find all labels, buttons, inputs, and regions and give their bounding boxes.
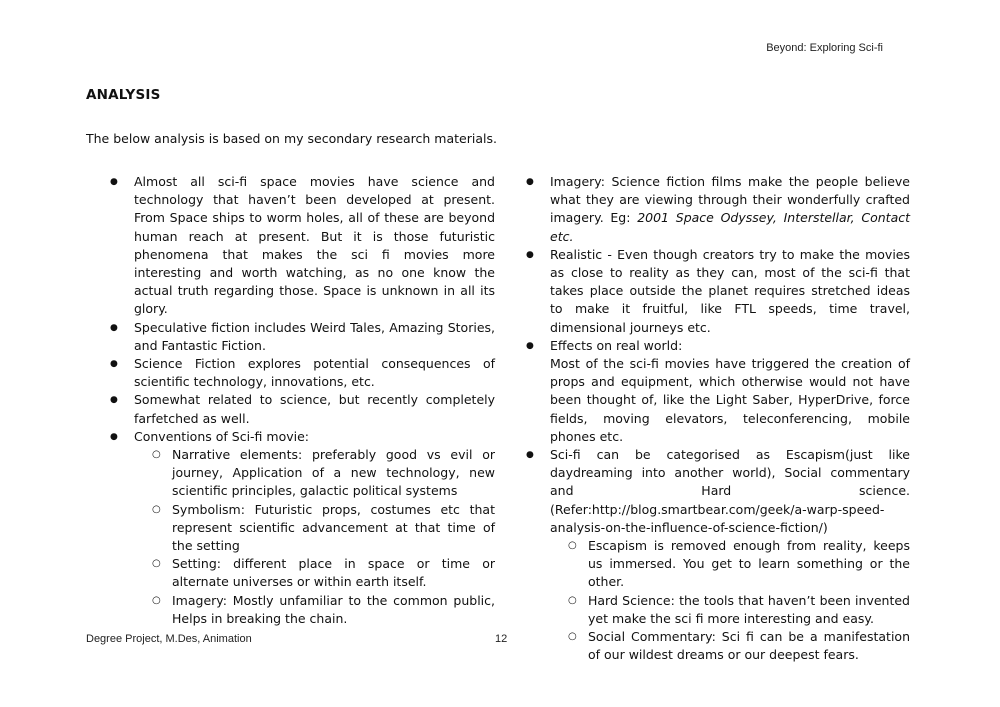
right-bullet-list <box>526 173 910 537</box>
running-header: Beyond: Exploring Sci-fi <box>766 42 883 54</box>
list-item-categories: ● Sci-fi can be categorised as Escapism(just like daydreaming into another world), Social commentary and Hard science. (Refer:http://blog.smartbear.com/geek/a-warp-speed-analysis-on-the-influence-of-science-fiction/) <box>526 446 910 537</box>
list-item-imagery <box>526 173 910 246</box>
effects-heading: ● Effects on real world: <box>550 337 683 353</box>
imagery-text: Imagery: Science fiction films make the people believe what they are viewing through their wonderfully crafted imagery. Eg: <box>550 174 910 226</box>
sub-list-item: ○ Symbolism: Futuristic props, costumes etc that represent scientific advancement at that time of the setting <box>152 501 495 556</box>
sub-list-item: ○ Imagery: Mostly unfamiliar to the common public, Helps in breaking the chain. <box>152 592 495 628</box>
list-item: ● Speculative fiction includes Weird Tales, Amazing Stories, and Fantastic Fiction. <box>110 319 495 355</box>
list-item-realistic: ● Realistic - Even though creators try to make the movies as close to reality as they can, most of the sci-fi that takes place outside the planet requires stretched ideas to make it fruitful, like FTL speeds, time travel, dimensional journeys etc. <box>526 246 910 337</box>
sub-list-item: ○ Social Commentary: Sci fi can be a manifestation of our wildest dreams or our deepest fears. <box>568 628 910 664</box>
effects-body: Most of the sci-fi movies have triggered the creation of props and equipment, which otherwise would not have been thought of, like the Light Saber, HyperDrive, force fields, moving elevators, teleconferencing, mobile phones etc. <box>550 356 910 444</box>
conventions-sublist <box>110 446 495 628</box>
imagery-examples: 2001 Space Odyssey, Interstellar, Contact etc. <box>550 210 911 244</box>
right-column <box>526 173 910 664</box>
left-column <box>110 173 495 628</box>
intro-paragraph: The below analysis is based on my secondary research materials. <box>86 131 497 146</box>
categories-sublist <box>526 537 910 664</box>
footer-text: Degree Project, M.Des, Animation <box>86 633 252 645</box>
conventions-heading: Conventions of Sci-fi movie: <box>134 428 309 444</box>
list-item: ● Science Fiction explores potential consequences of scientific technology, innovations, etc. <box>110 355 495 391</box>
list-item: ● Almost all sci-fi space movies have science and technology that haven’t been developed at present. From Space ships to worm holes, all of these are beyond human reach at present. But it is those futuristic phenomena that makes the sci fi movies more interesting and worth watching, as no one know the actual truth regarding those. Space is unknown in all its glory. <box>110 173 495 319</box>
list-item-effects <box>526 337 910 446</box>
sub-list-item: ○ Narrative elements: preferably good vs evil or journey, Application of a new technology, new scientific principles, galactic political systems <box>152 446 495 501</box>
sub-list-item: ○ Setting: different place in space or time or alternate universes or within earth itself. <box>152 555 495 591</box>
sub-list-item: ○ Escapism is removed enough from reality, keeps us immersed. You get to learn something or the other. <box>568 537 910 592</box>
section-title: ANALYSIS <box>86 87 161 103</box>
left-bullet-list <box>110 173 495 446</box>
list-item-conventions <box>110 428 495 446</box>
list-item: ● Somewhat related to science, but recently completely farfetched as well. <box>110 391 495 427</box>
page-number: 12 <box>495 633 508 645</box>
sub-list-item: ○ Hard Science: the tools that haven’t been invented yet make the sci fi more interesting and easy. <box>568 592 910 628</box>
